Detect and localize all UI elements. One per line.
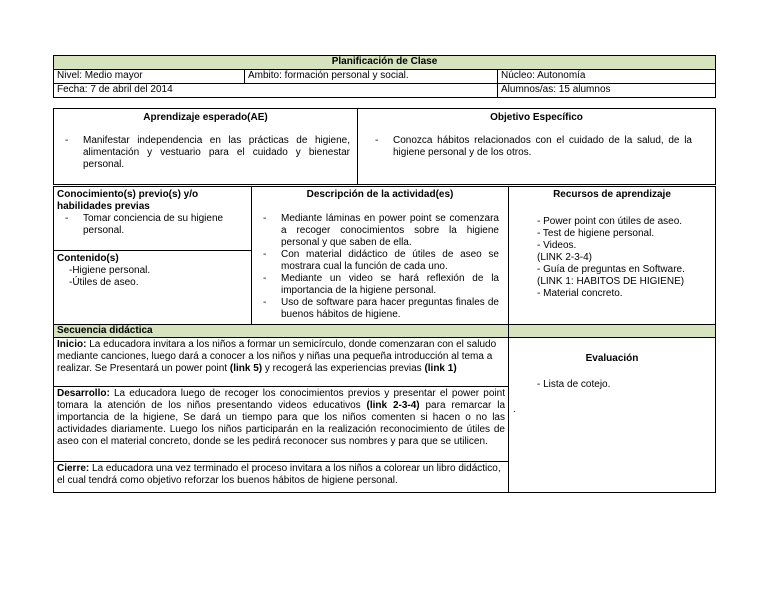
objetivo-item: - Conozca hábitos relacionados con el cuidado de la salud, de la higiene personal y de los otros. bbox=[367, 135, 692, 159]
fecha-field: Fecha: 7 de abril del 2014 bbox=[54, 84, 498, 98]
alumnos-field: Alumnos/as: 15 alumnos bbox=[498, 84, 716, 98]
actividad-item: - Uso de software para hacer preguntas finales de buenos hábitos de higiene. bbox=[255, 297, 499, 321]
actividad-title: Descripción de la actividad(es) bbox=[306, 189, 454, 200]
desarrollo-link: (link 2-3-4) bbox=[366, 400, 420, 411]
conocimientos-title: Conocimiento(s) previo(s) y/o habilidades previas bbox=[57, 189, 199, 212]
objectives-table bbox=[53, 108, 716, 185]
recursos-title: Recursos de aprendizaje bbox=[553, 189, 671, 200]
recursos-item: (LINK 2-3-4) bbox=[537, 252, 593, 263]
activities-table bbox=[53, 186, 716, 493]
conocimientos-item: - Tomar conciencia de su higiene personal. bbox=[57, 213, 238, 237]
recursos-item: - Test de higiene personal. bbox=[537, 228, 655, 239]
aprendizaje-cell bbox=[54, 109, 358, 185]
inicio-text: La educadora invitara a los niños a formar un semicírculo, donde comenzaran con el saludo mediante canciones, luego dará a conocer a los niños y niñas una pequeña introducción al tema a realizar. Se Presentará un power point bbox=[57, 339, 497, 374]
recursos-item: (LINK 1: HABITOS DE HIGIENE) bbox=[537, 276, 685, 287]
secuencia-empty-cell bbox=[509, 325, 716, 338]
nivel-field: Nivel: Medio mayor bbox=[54, 70, 245, 84]
secuencia-title: Secuencia didáctica bbox=[54, 325, 509, 338]
page-title: Planificación de Clase bbox=[54, 56, 716, 70]
evaluacion-cell bbox=[509, 338, 716, 493]
conocimientos-cell bbox=[54, 187, 252, 251]
inicio-text-2: y recogerá las experiencias previas bbox=[264, 363, 422, 374]
recursos-item: - Power point con útiles de aseo. bbox=[537, 216, 683, 227]
desarrollo-text: La educadora luego de recoger los conocimientos previos y presentar el power point tomara la atención de los niños presentando videos educativos bbox=[57, 388, 505, 411]
desarrollo-label: Desarrollo: bbox=[57, 388, 110, 399]
contenido-item: -Higiene personal. bbox=[69, 265, 151, 276]
actividad-item: - Con material didáctico de útiles de aseo se mostrara cual la función de cada uno. bbox=[255, 249, 499, 273]
cierre-text: La educadora una vez terminado el proceso invitara a los niños a colorear un libro didáctico, el cual tendrá como objetivo reforzar los buenos hábitos de higiene personal. bbox=[57, 463, 501, 486]
evaluacion-item: - Lista de cotejo. bbox=[537, 379, 611, 390]
evaluacion-title: Evaluación bbox=[585, 353, 639, 364]
recursos-item: - Guía de preguntas en Software. bbox=[537, 264, 685, 275]
recursos-item: - Videos. bbox=[537, 240, 577, 251]
recursos-list bbox=[512, 216, 712, 300]
aprendizaje-item: - Manifestar independencia en las prácticas de higiene, alimentación y vestuario para el cuidado y bienestar personal. bbox=[57, 135, 350, 171]
cierre-label: Cierre: bbox=[57, 463, 90, 474]
contenido-item: -Útiles de aseo. bbox=[69, 277, 139, 288]
inicio-label: Inicio: bbox=[57, 339, 87, 350]
aprendizaje-title: Aprendizaje esperado(AE) bbox=[143, 112, 268, 123]
contenido-cell bbox=[54, 251, 252, 325]
objetivo-title: Objetivo Específico bbox=[490, 112, 583, 123]
actividad-item: - Mediante un video se hará reflexión de la importancia de la higiene personal. bbox=[255, 273, 499, 297]
recursos-cell bbox=[509, 187, 716, 325]
inicio-link-2: (link 1) bbox=[424, 363, 457, 374]
inicio-link: (link 5) bbox=[229, 363, 263, 374]
evaluacion-dot: . bbox=[513, 404, 516, 415]
desarrollo-text-2: para remarcar la importancia de la higiene, Se dará un tiempo para que los niños comenten si hacen o no las actividades diariamente. Luego los niños participarán en la realización reconocimiento de útiles de aseo con el material concreto, donde se les pedirá reconocer sus nombres y para que se utilicen. bbox=[57, 400, 506, 447]
actividad-cell bbox=[252, 187, 509, 325]
nucleo-field: Núcleo: Autonomía bbox=[498, 70, 716, 84]
desarrollo-cell bbox=[54, 387, 509, 462]
inicio-cell bbox=[54, 338, 509, 387]
contenido-title: Contenido(s) bbox=[57, 253, 119, 264]
actividad-item: - Mediante láminas en power point se comenzara a recoger conocimientos sobre la higiene personal y que saben de ella. bbox=[255, 213, 499, 249]
ambito-field: Ámbito: formación personal y social. bbox=[245, 70, 498, 84]
recursos-item: - Material concreto. bbox=[537, 288, 623, 299]
cierre-cell bbox=[54, 462, 509, 493]
objetivo-cell bbox=[358, 109, 716, 185]
header-table bbox=[53, 55, 716, 98]
